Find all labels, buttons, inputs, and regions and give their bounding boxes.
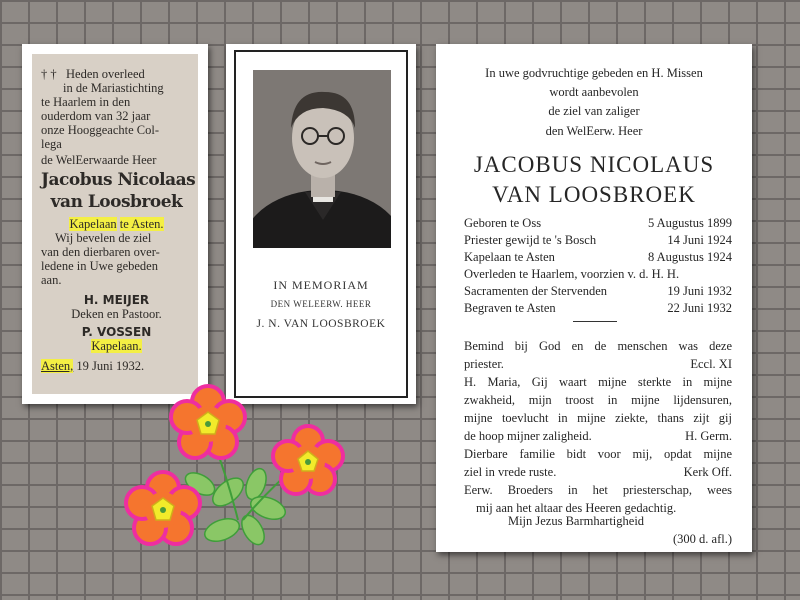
signatory-2-title: Kapelaan. [91,339,142,353]
memoriam-title: IN MEMORIAM [273,278,369,292]
fact-label: Geboren te Oss [464,216,542,230]
clipping-line: ouderdom van 32 jaar [41,109,151,123]
deceased-name-1: JACOBUS NICOLAUS [473,152,715,177]
fact-date: 14 Juni 1924 [667,233,732,247]
fact-row [464,301,732,316]
clipping-body-line: aan. [41,273,62,287]
memorial-text-card [436,44,752,552]
clipping-dateline [41,359,192,373]
intro-line: wordt aanbevolen [549,85,639,99]
fact-label: Begraven te Asten [464,301,556,315]
signatory-1-title: Deken en Pastoor. [71,307,162,321]
crosses: † † [41,67,57,81]
closing-invocation: Mijn Jezus Barmhartigheid [507,514,645,528]
deceased-name-2: VAN LOOSBROEK [492,182,696,207]
clipping-date: 19 Juni 1932. [76,359,145,373]
signatory-2-title-wrap [41,339,192,353]
intro-line: den WelEerw. Heer [545,124,643,138]
clipping-first-line [41,67,192,81]
prayer-line: Dierbare familie bidt voor mij, opdat mijne [464,447,732,461]
intro-line: de ziel van zaliger [548,104,640,118]
role-title: Kapelaan [69,217,117,231]
clipping-body-line: van den dierbaren over- [41,245,160,259]
intro-line: In uwe godvruchtige gebeden en H. Missen [485,66,703,80]
fact-row [464,284,732,299]
indulgence-note: (300 d. afl.) [672,532,732,546]
fact-date: 22 Juni 1932 [667,301,732,315]
fact-label: Overleden te Haarlem, voorzien v. d. H. H. [464,267,680,281]
memoriam-name: J. N. VAN LOOSBROEK [256,318,386,330]
prayer-source: H. Germ. [685,429,732,443]
photo-card-frame [234,50,408,398]
fact-row [464,267,732,282]
prayer-source: Eccl. XI [690,357,732,371]
flower-icon [118,380,368,580]
fact-date: 8 Augustus 1924 [647,250,732,264]
prayer-line: ziel in vrede ruste. [464,465,557,479]
fact-date: 5 Augustus 1899 [647,216,732,230]
fact-date: 19 Juni 1932 [667,284,732,298]
fact-label: Sacramenten der Stervenden [464,284,607,298]
prayer-line: de hoop mijner zaligheid. [464,429,592,443]
clipping-paper [32,54,198,394]
fact-row [464,233,732,248]
clipping-name-2: van Loosbroek [50,192,183,212]
prayer-row [464,357,732,372]
clipping-line: de WelEerwaarde Heer [41,153,157,167]
clipping-body-line: ledene in Uwe gebeden [41,259,158,273]
clipping-body-line: Wij bevelen de ziel [55,231,152,245]
clipping-line: onze Hooggeachte Col- [41,123,160,137]
prayer-line: priester. [464,357,504,371]
prayer-line: zwakheid, mijn troost in mijne lijdensuren, [464,393,732,407]
prayer-line: H. Maria, Gij waart mijne sterkte in mijne [464,375,732,389]
clipping-place: Asten, [41,359,74,373]
prayer-source: Kerk Off. [683,465,732,479]
prayer-line: mijne toevlucht in mijne ziekte, thans zijt gij [464,411,732,425]
prayer-row [464,465,732,480]
divider [573,321,617,322]
fact-row [464,250,732,265]
clipping-name-1: Jacobus Nicolaas [41,170,196,190]
memoriam-subtitle: DEN WELEERW. HEER [270,299,372,309]
signatory-1-name: H. MEIJER [83,293,150,307]
prayer-line: Bemind bij God en de menschen was deze [464,339,732,353]
fact-label: Priester gewijd te 's Bosch [464,233,597,247]
clipping-line: Heden overleed [66,67,145,81]
signatory-2-name: P. VOSSEN [81,325,152,339]
prayer-row [464,429,732,444]
portrait-icon [253,70,391,248]
newspaper-clipping [22,44,208,404]
memorial-photo-card [226,44,416,404]
fact-row [464,216,732,231]
clipping-line: in de Mariastichting [63,81,164,95]
clipping-line: te Haarlem in den [41,95,131,109]
prayer-line: mij aan het altaar des Heeren gedachtig. [476,501,677,515]
prayer-line: Eerw. Broeders in het priesterschap, wees [464,483,732,497]
clipping-line: lega [41,137,62,151]
clipping-role [41,217,192,231]
role-place: te Asten. [119,217,164,231]
fact-label: Kapelaan te Asten [464,250,555,264]
